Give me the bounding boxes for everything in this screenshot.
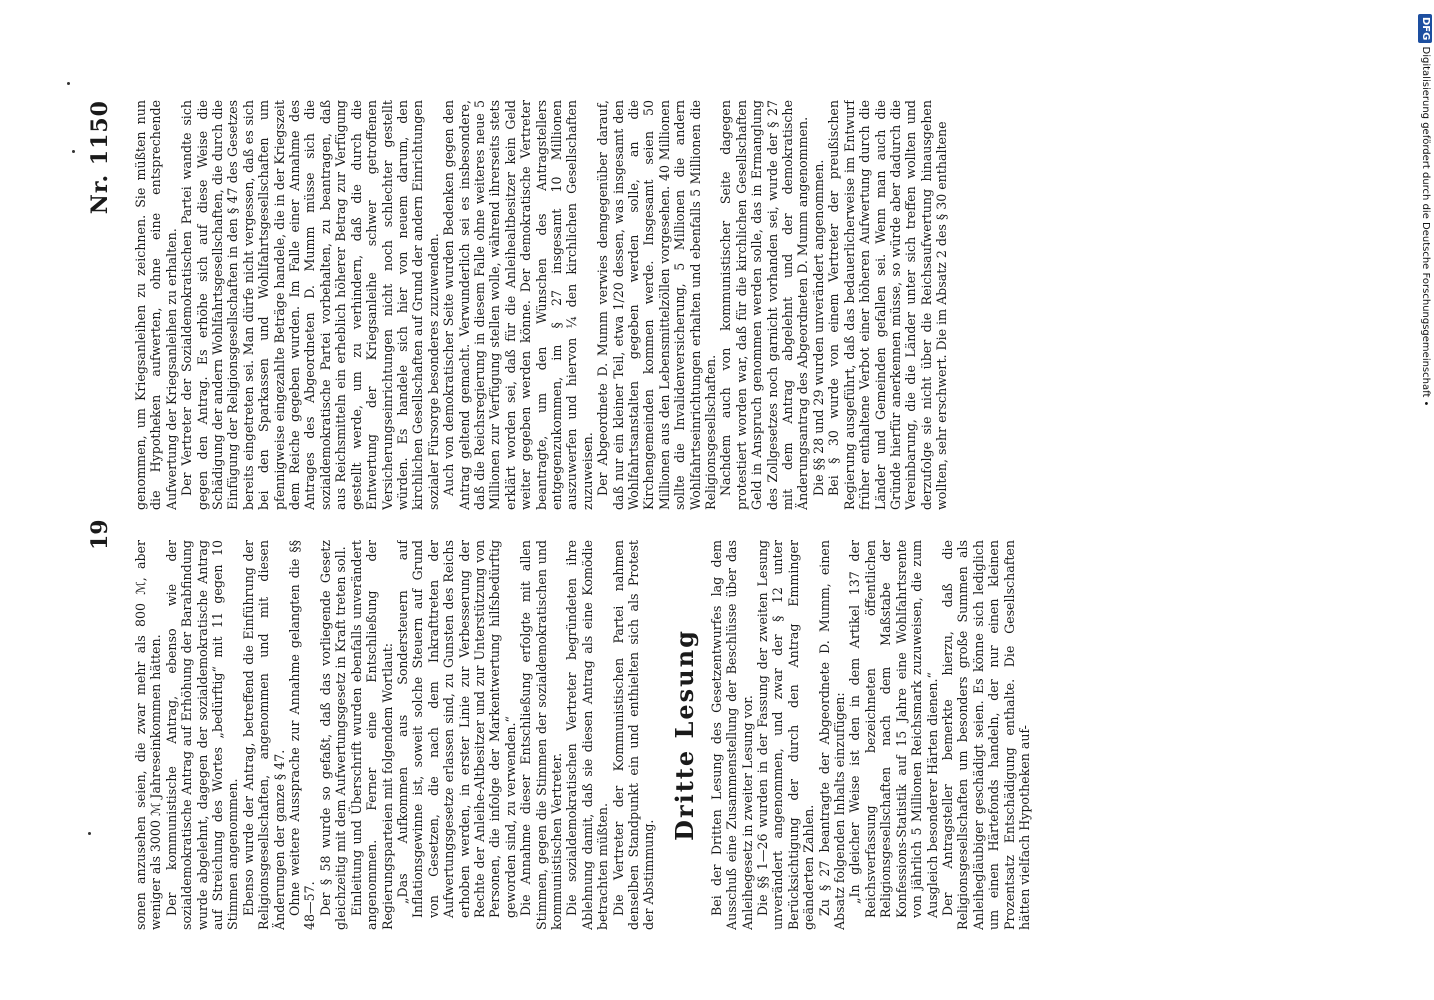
left-column [133,540,1315,930]
page-number: 19 [87,519,113,550]
paragraph: Bei § 30 wurde von einem Vertreter der preußischen Regierung ausgeführt, daß das bedauerlicherweise im Entwurf früher enthaltene Verbot einer höheren Aufwertung durch die Länder und Gemeinden gefallen sei. Wenn man auch die Gründe hierfür anerkennen müsse, so würde aber dadurch die Vereinbarung, die die Länder unter sich treffen wollten und derzufolge sie nicht über die Reichsaufwertung hinausgehen wollten, sehr erschwert. Die im Absatz 2 des § 30 enthaltene [826,100,950,510]
paragraph: Zu § 27 beantragte der Abgeordnete D. Mumm, einen Absatz folgenden Inhalts einzufügen: [816,540,848,930]
paragraph: Die §§ 28 und 29 wurden unverändert angenommen. [810,159,826,496]
paragraph: Der Vertreter der Sozialdemokratischen Partei wandte sich gegen den Antrag. Es erhöhe sich auf diese Weise die Schädigung der andern Wohlfahrtsgesellschaften, die durch die Einfügung der Religionsgesellschaften in den § 47 des Gesetzes bereits eingetreten sei. Man dürfe nicht vergessen, daß es sich bei den Sparkassen und Wohlfahrtsgesellschaften um pfennigweise eingezahlte Beträge handele, die in der Kriegszeit dem Reiche gegeben wurden. Im Falle einer Annahme des Antrages des Abgeordneten D. Mumm müsse sich die sozialdemokratische Partei vorbehalten, zu beantragen, daß aus Reichsmitteln ein erheblich höherer Betrag zur Verfügung gestellt werde, um zu verhindern, daß die durch die Entwertung der Kriegsanleihe schwer getroffenen Versicherungseinrichtungen nicht noch schlechter gestellt würden. Es handele sich hier von neuem darum, den kirchlichen Gesellschaften auf Grund der andern Einrichtungen sozialer Fürsorge besonderes zuzuwenden. [179,100,441,510]
page-header [85,100,125,930]
scan-speck [67,82,70,85]
paragraph: Die Annahme dieser Entschließung erfolgte mit allen Stimmen, gegen die Stimmen der sozialdemokratischen und kommunistischen Vertreter. [518,540,564,930]
right-column [133,100,1315,510]
paragraph: Nachdem auch von kommunistischer Seite dagegen protestiert worden war, daß für die kirchlichen Gesellschaften Geld in Anspruch genommen werden solle, das in Ermanglung des Zollgesetzes noch garnicht vorhanden sei, wurde der § 27 mit dem Antrag abgelehnt und der demokratische Änderungsantrag des Abgeordneten D. Mumm angenommen. [718,100,811,510]
scan-speck [88,832,91,835]
digitization-note-text [1418,8,1432,406]
scanned-page [85,100,1315,930]
paragraph: Der § 58 wurde so gefaßt, daß das vorliegende Gesetz gleichzeitig mit dem Aufwertungsgesetz in Kraft treten soll. [317,540,349,930]
paragraph: Die Vertreter der Kommunistischen Partei nahmen denselben Standpunkt ein und enthielten sich als Protest der Abstimmung. [610,540,657,930]
paragraph: Einleitung und Überschrift wurden ebenfalls unverändert angenommen. Ferner eine Entschließung der Regierungsparteien mit folgendem Wortlaut: [348,540,395,930]
paragraph: Ebenso wurde der Antrag, betreffend die Einführung der Religionsgesellschaften, angenommen und mit diesen Änderungen der ganze § 47. [240,540,287,930]
digitization-note [1418,8,1432,998]
document-number: Nr. 1150 [87,100,113,215]
paragraph: Der Abgeordnete D. Mumm verwies demgegenüber darauf, daß nur ein kleiner Teil, etwa 1/20 dessen, was insgesamt den Wohlfahrtsanstalten gegeben werden solle, an die Kirchengemeinden kommen werde. Insgesamt seien 50 Millionen aus den Lebensmittelzöllen vorgesehen. 40 Millionen sollte die Invalidenversicherung, 5 Millionen die andern Wohlfahrtseinrichtungen erhalten und ebenfalls 5 Millionen die Religionsgesellschaften. [595,100,719,510]
paragraph: Auch von demokratischer Seite wurden Bedenken gegen den Antrag geltend gemacht. Verwunderlich sei es insbesondere, daß die Reichsregierung in diesem Falle ohne weiteres neue 5 Millionen zur Verfügung stellen wolle, während ihrerseits stets erklärt worden sei, daß für die Anleihealtbesitzer kein Geld weiter gegeben werden könne. Der demokratische Vertreter beantragte, um den Wünschen des Antragstellers entgegenzukommen, im § 27 insgesamt 10 Millionen auszuwerfen und hiervon ¼ den kirchlichen Gesellschaften zuzuweisen. [441,100,595,510]
funding-credit: Digitalisierung gefördert durch die Deutsche Forschungsgemeinschaft • [1420,46,1431,407]
paragraph: Bei der Dritten Lesung des Gesetzentwurfes lag dem Ausschuß eine Zusammenstellung der Beschlüsse über das Anleihegesetz in zweiter Lesung vor. [708,540,755,930]
section-heading: Dritte Lesung [669,629,699,841]
paragraph: Die §§ 1—26 wurden in der Fassung der zweiten Lesung unverändert angenommen, und zwar der § 12 unter Berücksichtigung der durch den Antrag Emminger geänderten Zahlen. [755,540,817,930]
paragraph: Der kommunistische Antrag, ebenso wie der sozialdemokratische Antrag auf Erhöhung der Barabfindung wurde abgelehnt, dagegen der sozialdemokratische Antrag auf Streichung des Wortes „bedürftig“ mit 11 gegen 10 Stimmen angenommen. [163,540,241,930]
paragraph: Die sozialdemokratischen Vertreter begründeten ihre Ablehnung damit, daß sie diesen Antrag als eine Komödie betrachten müßten. [564,540,611,930]
dfg-logo: DFG [1418,14,1432,43]
quoted-resolution: „Das Aufkommen aus Sondersteuern auf Inflationsgewinne ist, soweit solche Steuern auf Grund von Gesetzen, die nach dem Inkrafttreten der Aufwertungsgesetze erlassen sind, zu Gunsten des Reichs erhoben werden, in erster Linie zur Verbesserung der Rechte der Anleihe-Altbesitzer und zur Unterstützung von Personen, die infolge der Markentwertung hilfsbedürftig geworden sind, zu verwenden.“ [394,540,518,918]
quoted-amendment: „In gleicher Weise ist den in dem Artikel 137 der Reichsverfassung bezeichneten öffentlichen Religionsgesellschaften nach dem Maßstabe der Konfessions-Statistik auf 15 Jahre eine Wohlfahrtsrente von jährlich 5 Millionen Reichsmark zuzuweisen, die zum Ausgleich besonderer Härten dienen.“ [847,540,940,918]
paragraph: genommen, um Kriegsanleihen zu zeichnen. Sie müßten nun die Hypotheken aufwerten, ohne eine entsprechende Aufwertung der Kriegsanleihen zu erhalten. [133,100,179,510]
paragraph: sonen anzusehen seien, die zwar mehr als 800 ℳ, aber weniger als 3000 ℳ Jahreseinkommen hätten. [133,540,164,930]
paragraph: Ohne weitere Aussprache zur Annahme gelangten die §§ 48—57. [287,540,318,930]
paragraph: Der Antragsteller bemerkte hierzu, daß die Religionsgesellschaften um besonders große Summen als Anleihegläubiger geschädigt seien. Es könne sich lediglich um einen Härtefonds handeln, der nur einen kleinen Prozentsatz Entschädigung enthalte. Die Gesellschaften hätten vielfach Hypotheken auf- [939,540,1032,930]
scan-speck [72,150,75,153]
